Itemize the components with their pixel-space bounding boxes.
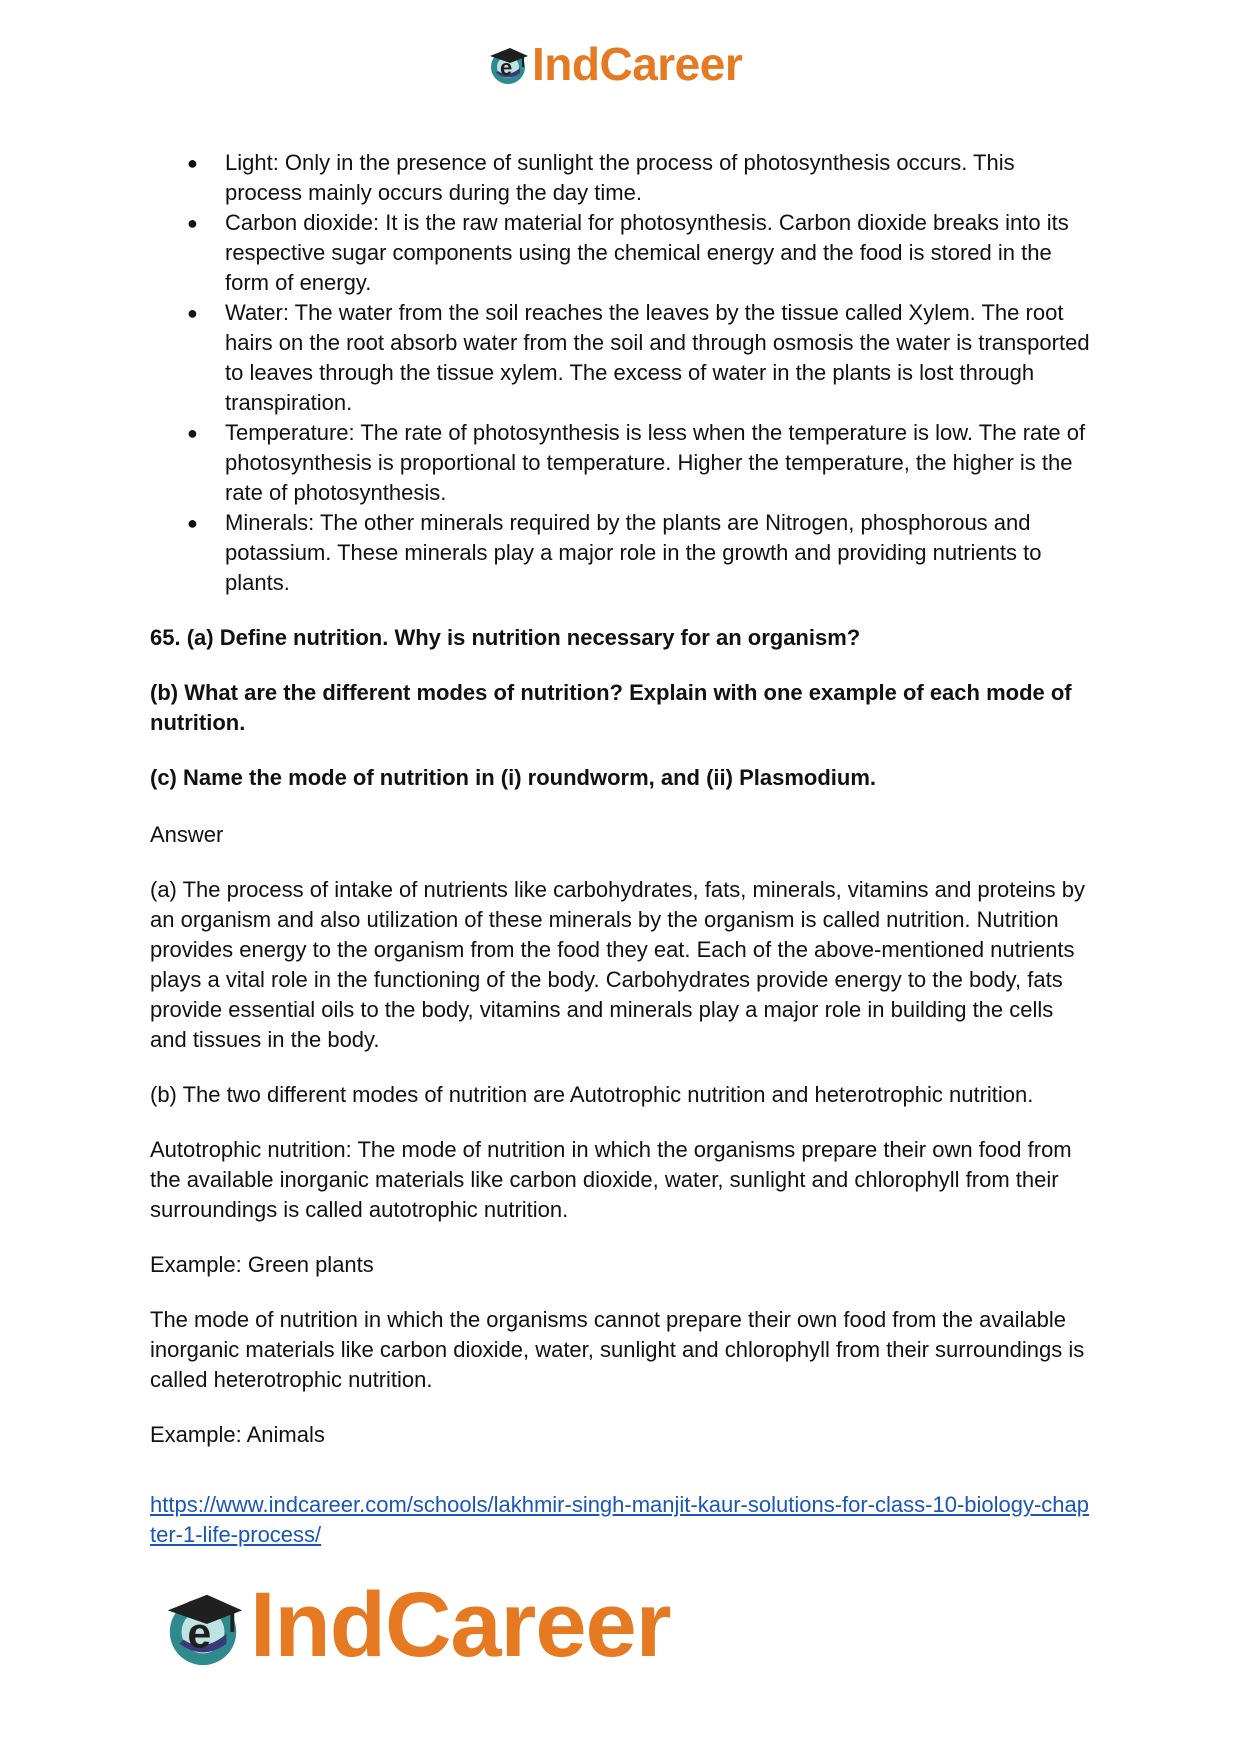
source-link[interactable]: https://www.indcareer.com/schools/lakhmir-singh-manjit-kaur-solutions-for-class-10-biology-chapter-1-life-process/: [150, 1492, 1090, 1547]
graduation-cap-globe-icon: [160, 1583, 246, 1669]
photosynthesis-factors-list: [150, 148, 1095, 598]
list-item: ● Temperature: The rate of photosynthesis is less when the temperature is low. The rate of photosynthesis is proportional to temperature. Higher the temperature, the higher is the rate of photosynthesis.: [187, 420, 1086, 505]
bullet-icon: ●: [187, 513, 198, 533]
list-item: ● Carbon dioxide: It is the raw material for photosynthesis. Carbon dioxide breaks into its respective sugar components using the chemical energy and the food is stored in the form of energy.: [187, 210, 1069, 295]
bullet-icon: ●: [187, 153, 198, 173]
document-body: [150, 148, 1095, 1550]
header-logo: [486, 38, 742, 90]
logo-text: IndCareer: [250, 1574, 671, 1676]
svg-text:e: e: [187, 1609, 212, 1657]
bullet-icon: ●: [187, 213, 198, 233]
autotrophic-example: Example: Green plants: [150, 1252, 374, 1277]
list-item: ● Minerals: The other minerals required by the plants are Nitrogen, phosphorous and potassium. These minerals play a major role in the growth and providing nutrients to plants.: [187, 510, 1042, 595]
heterotrophic-definition: The mode of nutrition in which the organisms cannot prepare their own food from the available inorganic materials like carbon dioxide, water, sunlight and chlorophyll from their surroundings is called heterotrophic nutrition.: [150, 1307, 1085, 1392]
bullet-icon: ●: [187, 303, 198, 323]
list-item: ● Light: Only in the presence of sunlight the process of photosynthesis occurs. This process mainly occurs during the day time.: [187, 150, 1015, 205]
question-b: (b) What are the different modes of nutrition? Explain with one example of each mode of nutrition.: [150, 680, 1072, 735]
footer-logo: [160, 1574, 671, 1676]
question-c: (c) Name the mode of nutrition in (i) roundworm, and (ii) Plasmodium.: [150, 765, 876, 790]
list-item: ● Water: The water from the soil reaches the leaves by the tissue called Xylem. The root hairs on the root absorb water from the soil and through osmosis the water is transported to leaves through the tissue xylem. The excess of water in the plants is lost through transpiration.: [187, 300, 1090, 415]
answer-part-a: (a) The process of intake of nutrients like carbohydrates, fats, minerals, vitamins and proteins by an organism and also utilization of these minerals by the organism is called nutrition. Nutrition provides energy to the organism from the food they eat. Each of the above-mentioned nutrients plays a vital role in the functioning of the body. Carbohydrates provide energy to the body, fats provide essential oils to the body, vitamins and minerals play a major role in building the cells and tissues in the body.: [150, 877, 1086, 1052]
autotrophic-definition: Autotrophic nutrition: The mode of nutrition in which the organisms prepare their own food from the available inorganic materials like carbon dioxide, water, sunlight and chlorophyll from their surroundings is called autotrophic nutrition.: [150, 1137, 1072, 1222]
answer-heading: Answer: [150, 822, 224, 847]
logo-text: IndCareer: [532, 38, 743, 90]
graduation-cap-globe-icon: [486, 42, 530, 86]
svg-text:e: e: [500, 55, 513, 80]
question-a: 65. (a) Define nutrition. Why is nutrition necessary for an organism?: [150, 625, 861, 650]
answer-part-b: (b) The two different modes of nutrition are Autotrophic nutrition and heterotrophic nutrition.: [150, 1082, 1034, 1107]
bullet-icon: ●: [187, 423, 198, 443]
heterotrophic-example: Example: Animals: [150, 1422, 325, 1447]
